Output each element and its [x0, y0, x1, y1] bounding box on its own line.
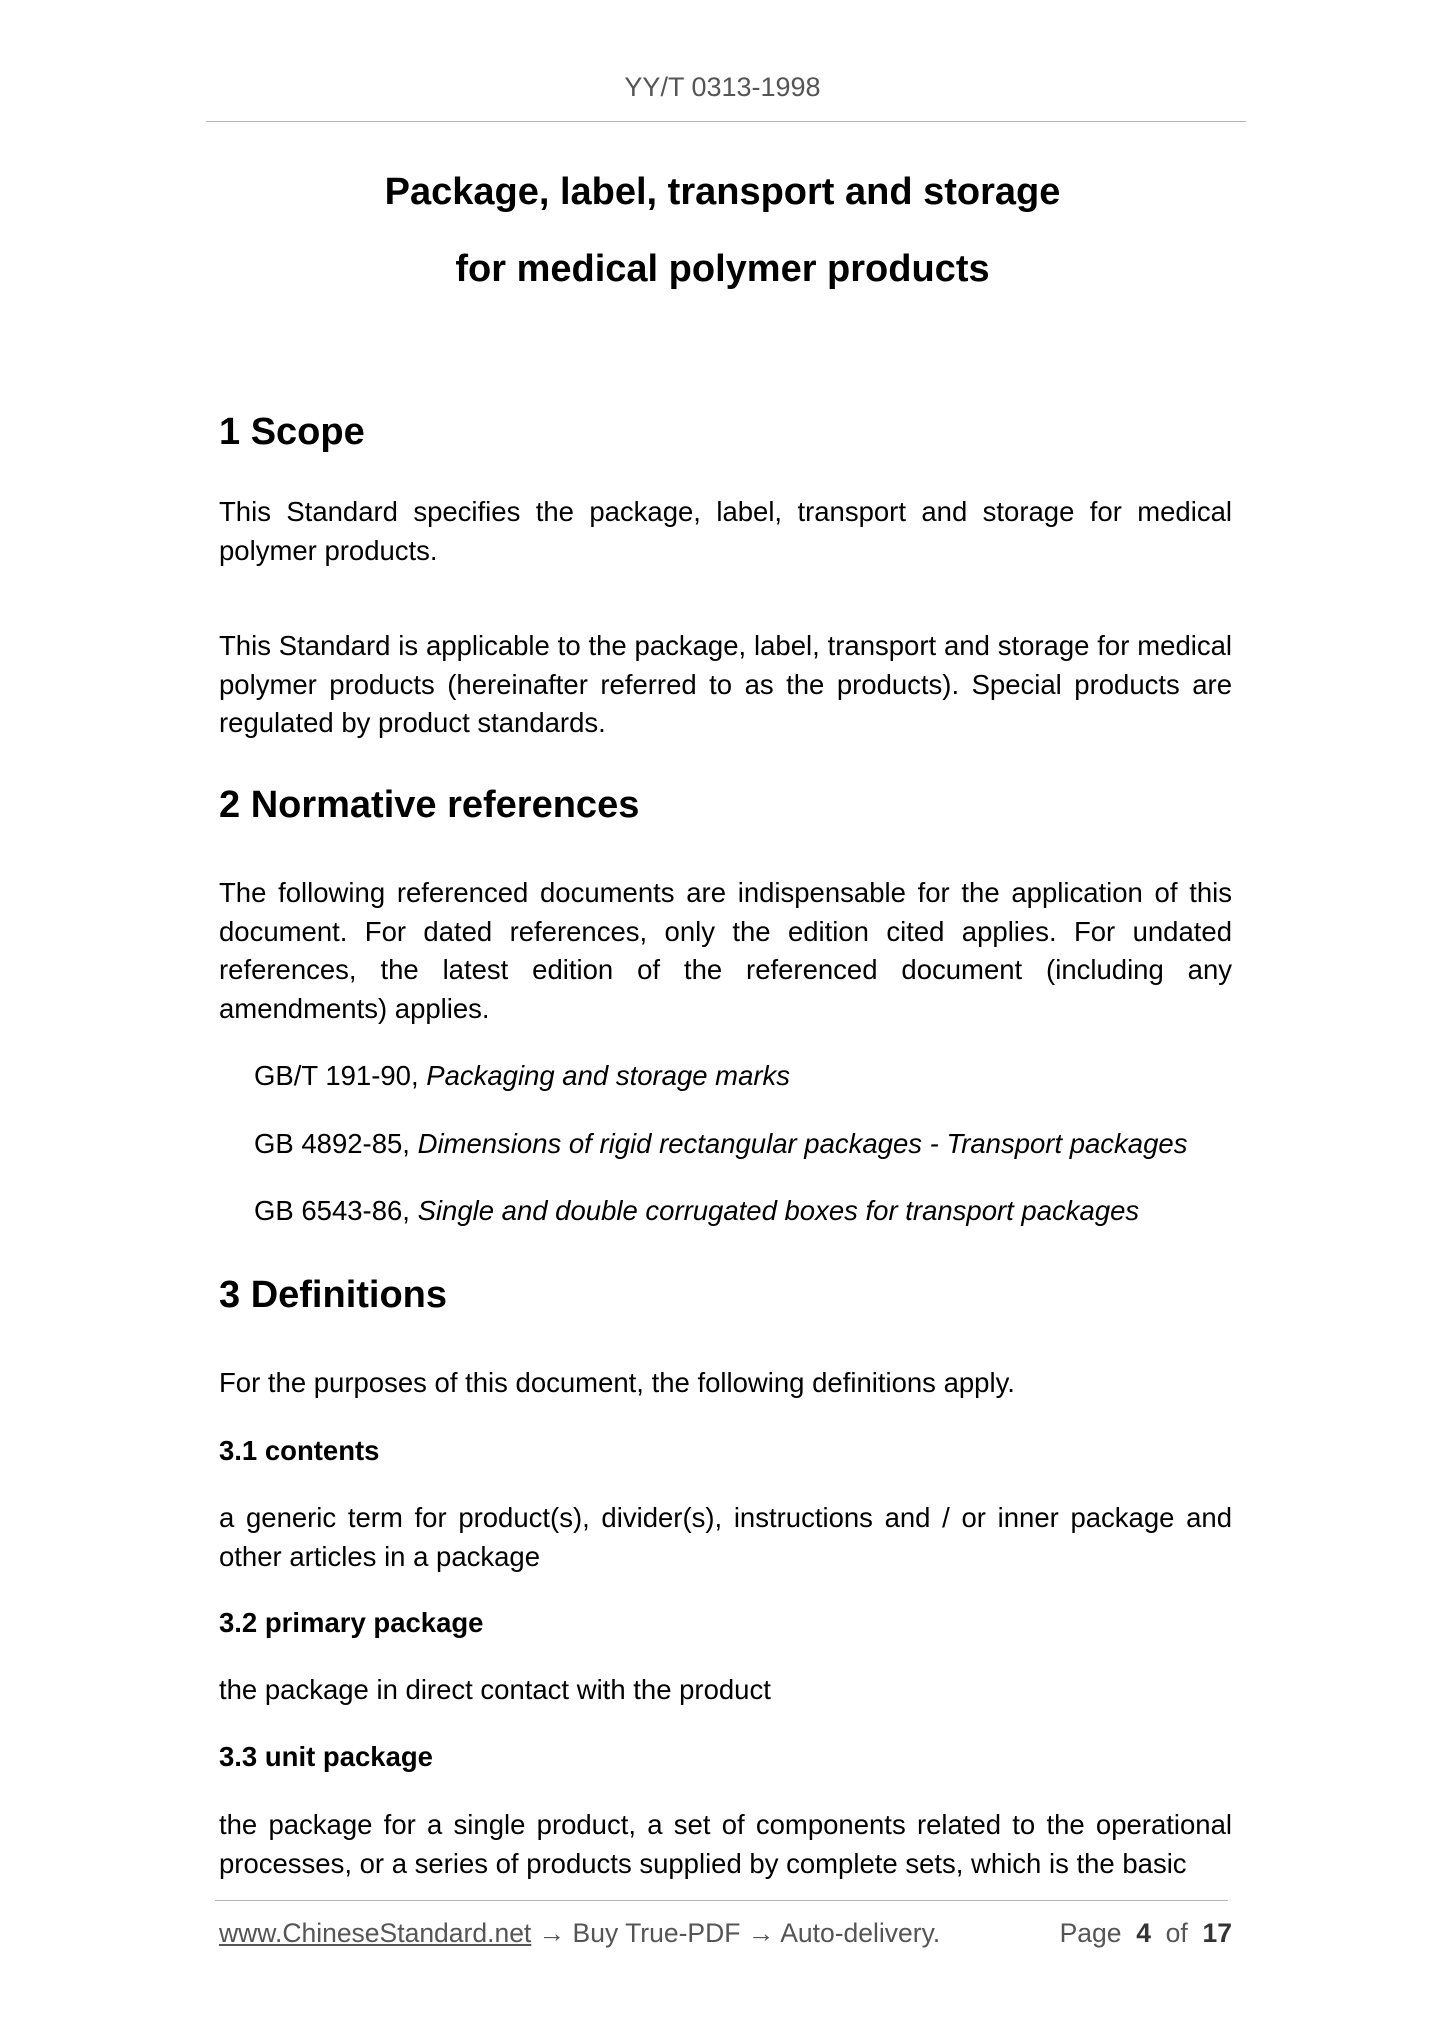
section-heading-normative-references: 2 Normative references: [219, 784, 640, 826]
definition-text: the package in direct contact with the product: [219, 1674, 771, 1705]
reference-title: Single and double corrugated boxes for transport packages: [417, 1195, 1140, 1226]
buy-true-pdf-text: Buy True-PDF: [572, 1918, 741, 1948]
standard-code-header: YY/T 0313-1998: [624, 72, 821, 102]
footer-promo: [219, 1918, 940, 1949]
document-title-line-1: Package, label, transport and storage: [384, 171, 1061, 213]
reference-item: [254, 1125, 1254, 1163]
definition-term: 3.3 unit package: [219, 1741, 433, 1772]
auto-delivery-text: Auto-delivery.: [780, 1918, 941, 1948]
section-heading-definitions: 3 Definitions: [219, 1274, 448, 1316]
reference-item: [254, 1192, 1254, 1230]
page-number: [1060, 1918, 1232, 1949]
reference-code: GB/T 191-90,: [254, 1060, 427, 1091]
definition-term: 3.2 primary package: [219, 1607, 484, 1638]
scope-paragraph-1: This Standard specifies the package, label, transport and storage for medical polymer products.: [219, 496, 1232, 566]
chinesestandard-link[interactable]: www.ChineseStandard.net: [219, 1918, 532, 1948]
footer-divider: [215, 1900, 1228, 1901]
document-title-line-2: for medical polymer products: [455, 248, 990, 290]
of-label: of: [1165, 1918, 1188, 1948]
section-heading-scope: 1 Scope: [219, 411, 365, 453]
reference-code: GB 4892-85,: [254, 1128, 418, 1159]
reference-title: Packaging and storage marks: [426, 1060, 791, 1091]
arrow-icon: →: [538, 1918, 566, 1948]
reference-title: Dimensions of rigid rectangular packages - Transport packages: [417, 1128, 1188, 1159]
page-footer: [219, 1918, 1232, 1956]
definition-text: the package for a single product, a set of components related to the operational processes, or a series of products supplied by complete sets, which is the basic: [219, 1809, 1232, 1879]
header-divider: [206, 121, 1246, 122]
definitions-intro: For the purposes of this document, the following definitions apply.: [219, 1367, 1015, 1398]
normative-references-paragraph: The following referenced documents are indispensable for the application of this document. For dated references, only the edition cited applies. For undated references, the latest edition of the referenced document (including any amendments) applies.: [219, 877, 1232, 1024]
definition-term: 3.1 contents: [219, 1435, 380, 1466]
scope-paragraph-2: This Standard is applicable to the package, label, transport and storage for medical polymer products (hereinafter referred to as the products). Special products are regulated by product standards.: [219, 630, 1232, 738]
reference-item: [254, 1057, 1254, 1095]
definition-text: a generic term for product(s), divider(s), instructions and / or inner package and other articles in a package: [219, 1502, 1232, 1572]
arrow-icon: →: [747, 1918, 775, 1948]
page-label: Page: [1059, 1918, 1122, 1948]
reference-code: GB 6543-86,: [254, 1195, 418, 1226]
page-current: 4: [1136, 1918, 1151, 1948]
page-total: 17: [1202, 1918, 1232, 1948]
